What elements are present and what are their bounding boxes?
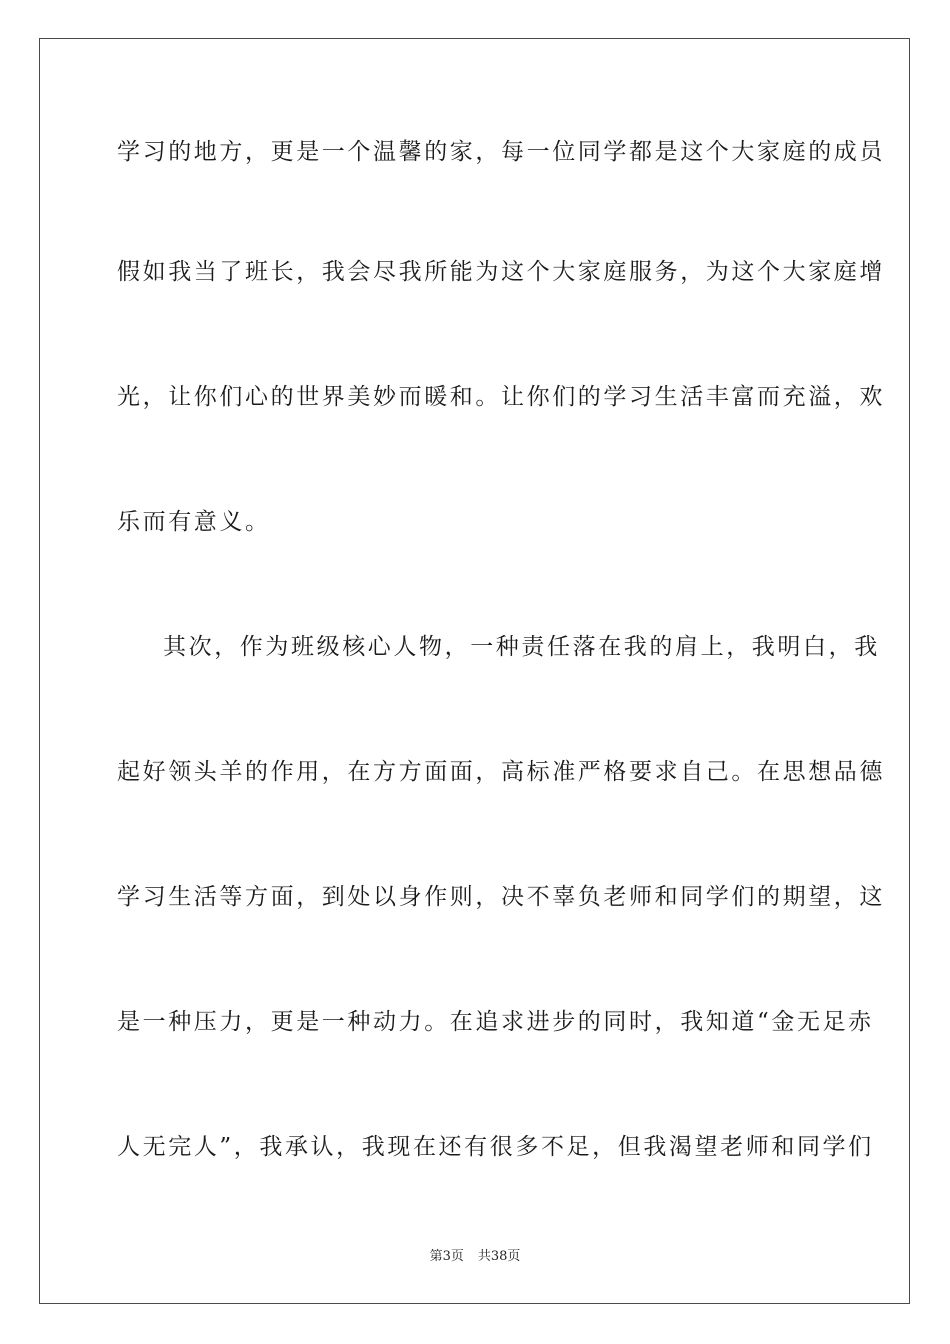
paragraph-line-3: 光，让你们心的世界美妙而暖和。让你们的学习生活丰富而充溢，欢 [117, 384, 885, 410]
paragraph-line-8: 是一种压力，更是一种动力。在追求进步的同时，我知道“金无足赤 [117, 1009, 874, 1035]
paragraph-line-9: 人无完人”，我承认，我现在还有很多不足，但我渴望老师和同学们 [117, 1134, 874, 1160]
paragraph-line-4: 乐而有意义。 [117, 509, 271, 535]
paragraph-line-5: 其次，作为班级核心人物，一种责任落在我的肩上，我明白，我 [163, 634, 880, 660]
paragraph-line-6: 起好领头羊的作用，在方方面面，高标准严格要求自己。在思想品德 [117, 759, 885, 785]
total-pages: 共38页 [477, 1249, 521, 1264]
paragraph-line-1: 学习的地方，更是一个温馨的家，每一位同学都是这个大家庭的成员 [117, 139, 885, 165]
page-number: 第3页 [429, 1249, 464, 1264]
paragraph-line-7: 学习生活等方面，到处以身作则，决不辜负老师和同学们的期望，这 [117, 884, 885, 910]
page-footer [0, 1249, 950, 1265]
paragraph-line-2: 假如我当了班长，我会尽我所能为这个大家庭服务，为这个大家庭增 [117, 259, 885, 285]
page-border [39, 38, 910, 1304]
